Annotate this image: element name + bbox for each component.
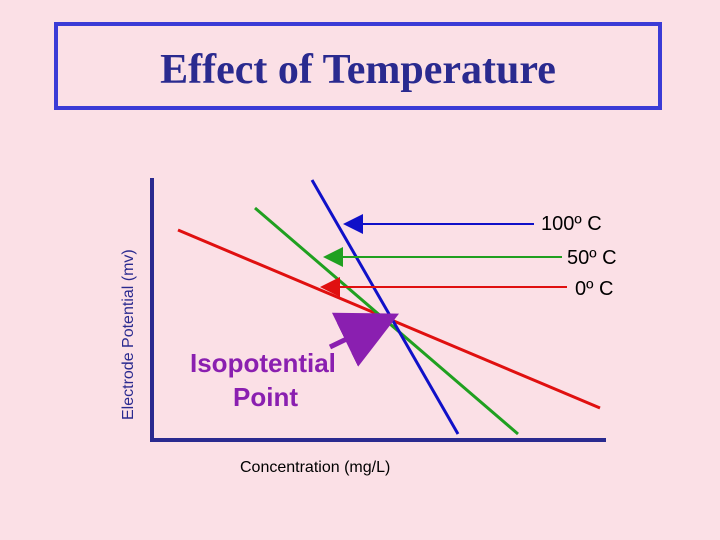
isopotential-arrow <box>330 318 390 347</box>
chart-title: Effect of Temperature <box>160 47 556 93</box>
x-axis-label: Concentration (mg/L) <box>240 459 391 476</box>
series-line-100c <box>312 180 458 434</box>
annotation-line-2: Point <box>233 382 298 412</box>
legend-label-100c: 100º C <box>541 213 602 235</box>
y-axis-label: Electrode Potential (mv) <box>120 249 137 420</box>
annotation-line-1: Isopotential <box>190 348 336 378</box>
legend-label-0c: 0º C <box>575 278 614 300</box>
legend-label-50c: 50º C <box>567 247 617 269</box>
